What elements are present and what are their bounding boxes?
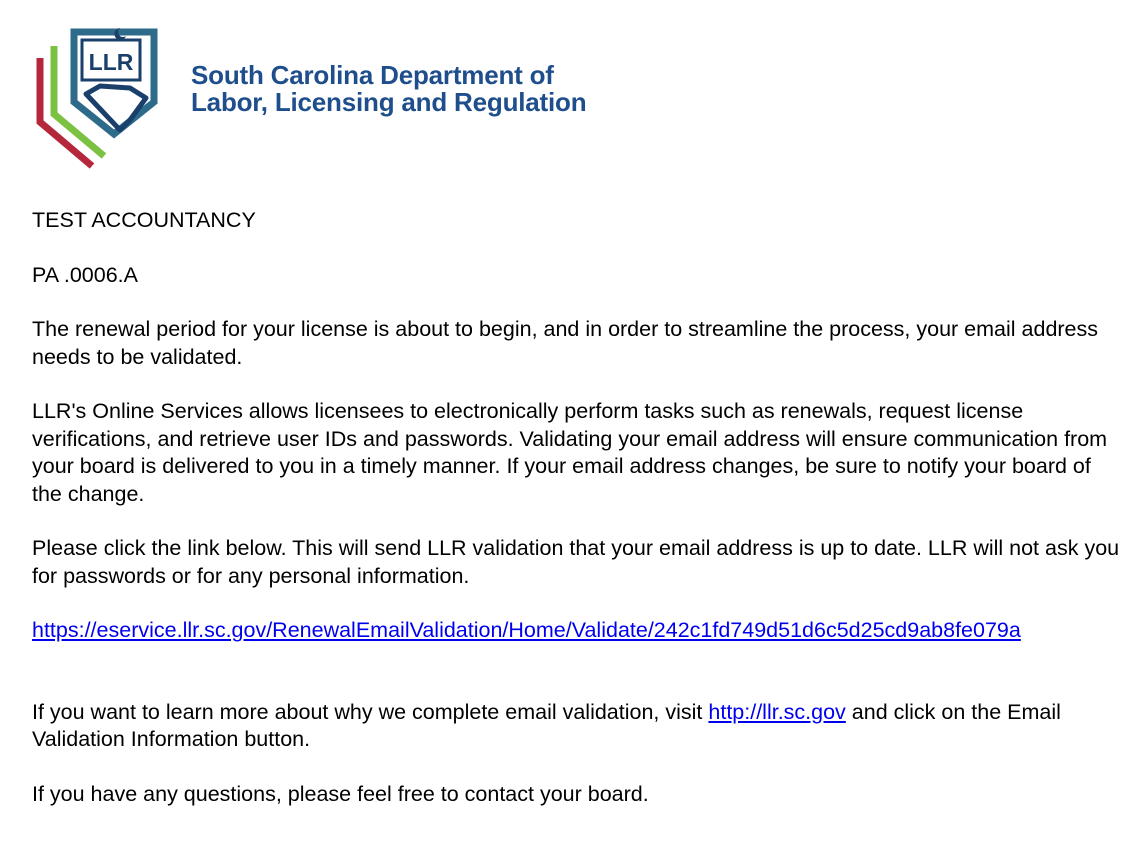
logo-text: LLR: [88, 49, 134, 75]
learn-more-paragraph: [32, 699, 1122, 754]
org-name-line2: Labor, Licensing and Regulation: [191, 87, 587, 117]
online-services-paragraph: LLR's Online Services allows licensees to electronically perform tasks such as renewals, request license verifications, and retrieve user IDs and passwords. Validating your email address will ensure communication from your board is delivered to you in a timely manner. If your email address changes, be sure to notify your board of the change.: [32, 399, 1108, 506]
renewal-notice-paragraph: The renewal period for your license is about to begin, and in order to streamline the process, your email address needs to be validated.: [32, 317, 1099, 369]
llr-logo: [34, 26, 164, 171]
learn-more-suffix: and click on the Email Validation Information button.: [32, 699, 1061, 751]
license-number: PA .0006.A: [32, 262, 138, 287]
llr-site-link[interactable]: http://llr.sc.gov: [708, 699, 846, 724]
recipient-name: TEST ACCOUNTANCY: [32, 208, 256, 232]
questions-paragraph: If you have any questions, please feel free to contact your board.: [32, 781, 649, 806]
email-header: [34, 26, 734, 171]
validation-link-paragraph: [32, 617, 1122, 645]
learn-more-prefix: If you want to learn more about why we complete email validation, visit: [32, 699, 709, 724]
org-name-line1: South Carolina Department of: [191, 60, 554, 90]
validation-link[interactable]: https://eservice.llr.sc.gov/RenewalEmailValidation/Home/Validate/242c1fd749d51d6c5d25cd9ab8fe079a: [32, 618, 1021, 642]
email-body: [32, 207, 1122, 808]
click-link-paragraph: Please click the link below. This will send LLR validation that your email address is up to date. LLR will not ask you for passwords or for any personal information.: [32, 536, 1120, 588]
org-name: [191, 62, 586, 116]
